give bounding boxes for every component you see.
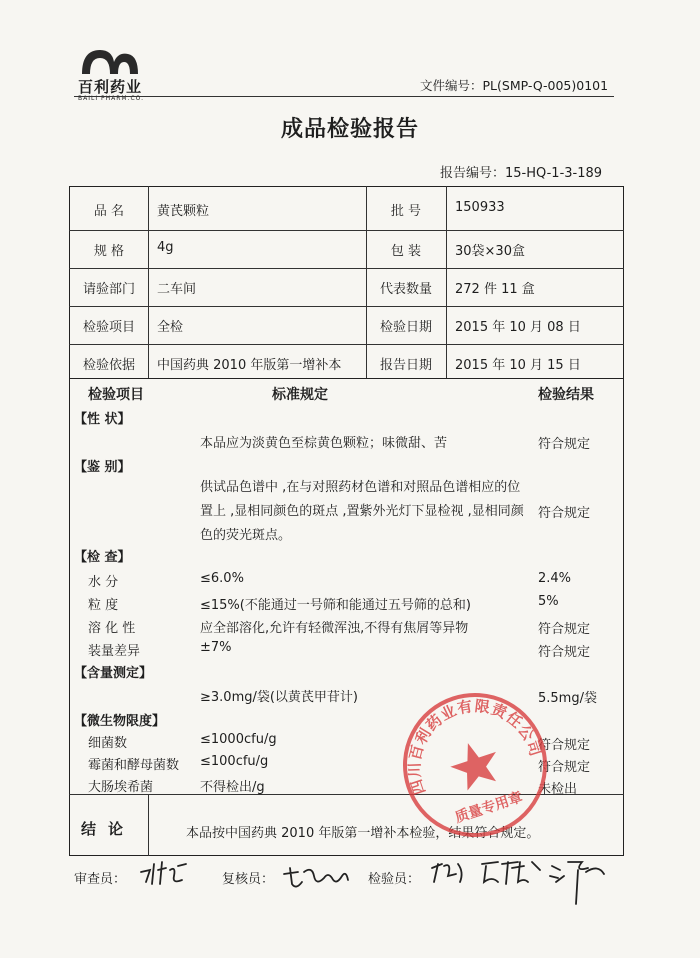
seal-star-icon <box>445 736 505 794</box>
seal-company-name: 四川百利药业有限责任公司 <box>405 696 545 797</box>
section-tests: 【检 查】 <box>74 550 131 565</box>
section-microbial-limit: 【微生物限度】 <box>74 714 166 729</box>
fill-variation-result: 符合规定 <box>538 645 591 660</box>
inspection-basis-value: 中国药典 2010 年版第一增补本 <box>157 358 342 373</box>
assay-result: 5.5mg/袋 <box>538 691 597 706</box>
row-divider <box>69 268 624 269</box>
product-name-value: 黄芪颗粒 <box>157 204 210 219</box>
column-divider <box>446 186 447 378</box>
inspection-item-label: 检验项目 <box>82 320 135 335</box>
fill-variation-standard: ±7% <box>200 640 232 655</box>
report-date-label: 报告日期 <box>379 358 432 373</box>
moisture-label: 水 分 <box>88 575 119 590</box>
rechecker-signature <box>282 860 352 894</box>
col-header-result: 检验结果 <box>538 387 594 403</box>
solubility-result: 符合规定 <box>538 622 591 637</box>
logo-arch-icon <box>78 46 142 76</box>
inspection-date-value: 2015 年 10 月 08 日 <box>455 320 581 335</box>
reviewer-signature <box>138 858 192 888</box>
rechecker-label: 复核员： <box>222 872 275 887</box>
assay-standard: ≥3.0mg/袋(以黄芪甲苷计) <box>200 690 359 705</box>
section-identification: 【鉴 别】 <box>74 460 131 475</box>
fill-variation-label: 装量差异 <box>88 644 141 659</box>
row-divider <box>69 230 624 231</box>
bacteria-count-label: 细菌数 <box>88 736 128 751</box>
seal-purpose-text: 质量专用章 <box>453 789 525 827</box>
conclusion-text: 本品按中国药典 2010 年版第一增补本检验，结果符合规定。 <box>186 826 540 841</box>
row-divider <box>69 344 624 345</box>
conclusion-label: 结论 <box>80 820 135 838</box>
logo-english-name: BAILI PHARM.CO. <box>78 95 145 102</box>
packaging-value: 30袋×30盒 <box>455 244 525 259</box>
report-number: 报告编号：15-HQ-1-3-189 <box>440 166 603 181</box>
inspection-basis-label: 检验依据 <box>82 358 135 373</box>
inspection-date-label: 检验日期 <box>379 320 432 335</box>
granularity-result: 5% <box>538 594 559 609</box>
requesting-dept-label: 请验部门 <box>82 282 135 297</box>
mold-yeast-standard: ≤100cfu/g <box>200 754 269 769</box>
section-assay: 【含量测定】 <box>74 666 153 681</box>
bacteria-count-standard: ≤1000cfu/g <box>200 732 277 747</box>
header-divider <box>74 96 614 97</box>
conclusion-column-divider <box>148 794 149 856</box>
col-header-item: 检验项目 <box>88 387 144 403</box>
requesting-dept-value: 二车间 <box>157 282 197 297</box>
company-logo <box>78 46 158 102</box>
identification-result: 符合规定 <box>538 506 591 521</box>
identification-standard: 供试品色谱中 ,在与对照药材色谱和对照品色谱相应的位置上 ,显相同颜色的斑点 ,置紫外光灯下显检视 ,显相同颜色的荧光斑点。 <box>200 480 524 543</box>
ecoli-label: 大肠埃希菌 <box>88 780 154 795</box>
product-name-label: 品 名 <box>93 204 125 219</box>
quantity-value: 272 件 11 盒 <box>455 282 535 297</box>
quantity-label: 代表数量 <box>379 282 432 297</box>
inspector-label: 检验员： <box>368 872 421 887</box>
solubility-standard: 应全部溶化,允许有轻微浑浊,不得有焦屑等异物 <box>200 621 469 636</box>
reviewer-label: 审查员： <box>74 872 127 887</box>
row-divider <box>69 306 624 307</box>
appearance-standard: 本品应为淡黄色至棕黄色颗粒；味微甜、苦 <box>200 436 448 451</box>
section-appearance: 【性 状】 <box>74 412 131 427</box>
specification-label: 规 格 <box>93 244 125 259</box>
granularity-standard: ≤15%(不能通过一号筛和能通过五号筛的总和) <box>200 598 471 613</box>
batch-number-value: 150933 <box>455 200 505 215</box>
granularity-label: 粒 度 <box>88 598 119 613</box>
appearance-result: 符合规定 <box>538 437 591 452</box>
bacteria-count-result: 符合规定 <box>538 738 591 753</box>
inspector-signature <box>428 854 618 910</box>
report-date-value: 2015 年 10 月 15 日 <box>455 358 581 373</box>
document-number: 文件编号：PL(SMP-Q-005)0101 <box>420 78 609 93</box>
batch-number-label: 批 号 <box>390 204 422 219</box>
mold-yeast-result: 符合规定 <box>538 760 591 775</box>
moisture-result: 2.4% <box>538 571 572 586</box>
company-seal <box>400 690 550 840</box>
col-header-standard: 标准规定 <box>272 387 328 403</box>
info-table-bottom <box>69 378 624 379</box>
moisture-standard: ≤6.0% <box>200 571 244 586</box>
solubility-label: 溶 化 性 <box>88 621 136 636</box>
specification-value: 4g <box>157 240 174 255</box>
packaging-label: 包 装 <box>390 244 422 259</box>
logo-chinese-name: 百利药业 <box>78 78 143 96</box>
ecoli-standard: 不得检出/g <box>200 780 265 795</box>
mold-yeast-label: 霉菌和酵母菌数 <box>88 758 180 773</box>
ecoli-result: 未检出 <box>538 782 578 797</box>
page-title: 成品检验报告 <box>280 117 419 142</box>
inspection-item-value: 全检 <box>157 320 184 335</box>
